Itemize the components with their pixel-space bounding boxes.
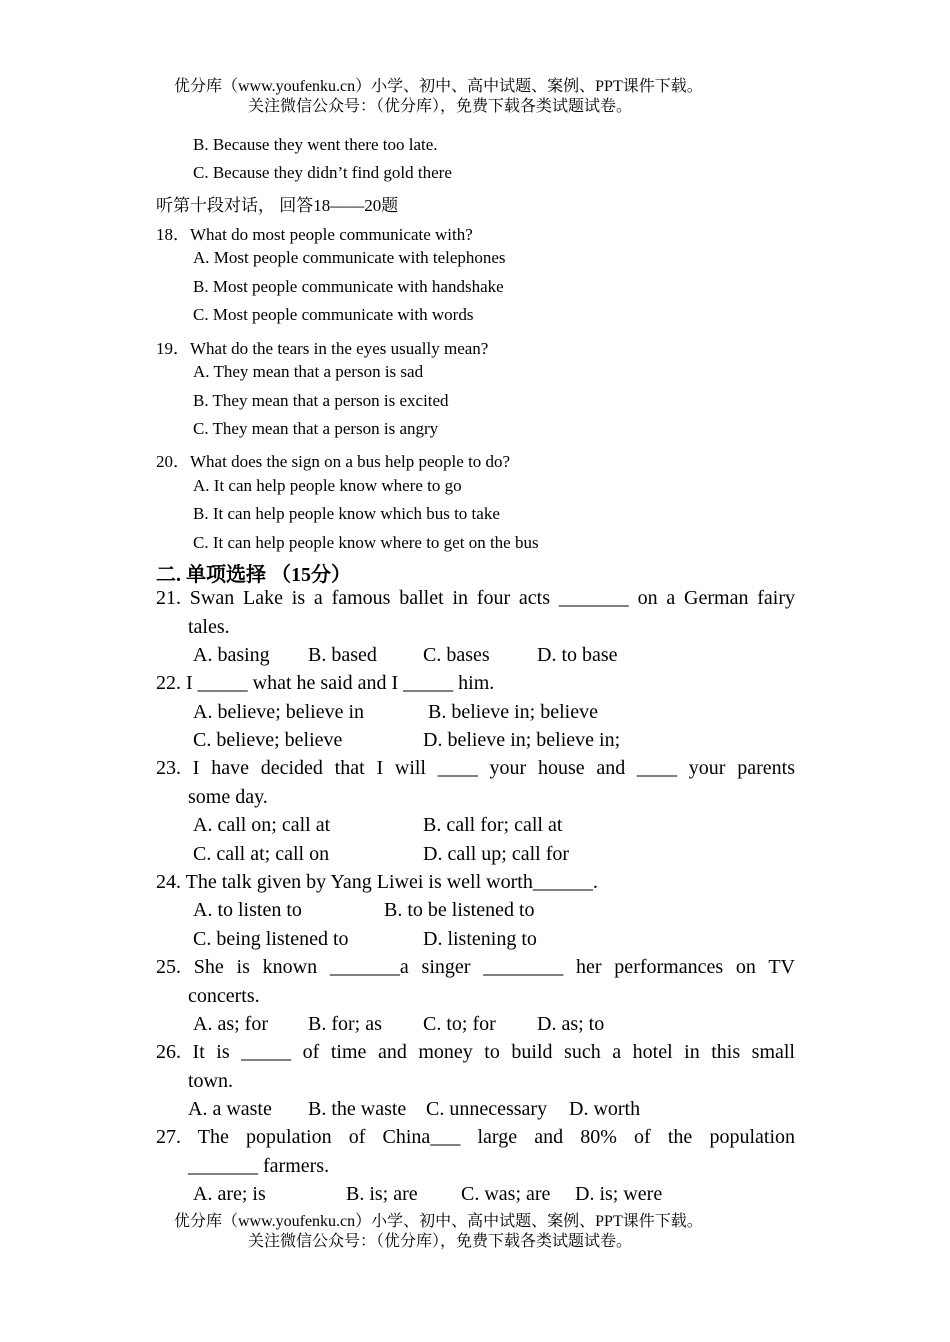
- q26-stem-line2: town.: [188, 1070, 233, 1092]
- q26-option-c: C. unnecessary: [426, 1098, 548, 1120]
- q23-stem-line1: 23. I have decided that I will ____ your house and ____ your parents: [156, 757, 795, 779]
- q23-option-b: B. call for; call at: [423, 814, 563, 836]
- q24-option-c: C. being listened to: [193, 928, 349, 950]
- q19-option-a: A. They mean that a person is sad: [193, 362, 424, 381]
- q18-stem: 18．What do most people communicate with?: [156, 225, 473, 244]
- q27-stem-line2: _______ farmers.: [188, 1155, 330, 1177]
- q20-option-b: B. It can help people know which bus to take: [193, 504, 500, 523]
- q18-option-b: B. Most people communicate with handshake: [193, 277, 504, 296]
- q21-stem-line1: 21. Swan Lake is a famous ballet in four acts _______ on a German fairy: [156, 587, 795, 609]
- q23-option-d: D. call up; call for: [423, 843, 570, 865]
- q22-stem: 22. I _____ what he said and I _____ him.: [156, 672, 495, 694]
- q26-option-a: A. a waste: [188, 1098, 272, 1120]
- q19-option-c: C. They mean that a person is angry: [193, 419, 439, 438]
- q25-option-b: B. for; as: [308, 1013, 382, 1035]
- q20-option-a: A. It can help people know where to go: [193, 476, 462, 495]
- q18-option-a: A. Most people communicate with telephones: [193, 248, 506, 267]
- header-line-2: 关注微信公众号：（优分库），免费下载各类试题试卷。: [248, 98, 633, 115]
- q27-option-b: B. is; are: [346, 1183, 418, 1205]
- q26-option-b: B. the waste: [308, 1098, 407, 1120]
- q24-option-a: A. to listen to: [193, 899, 302, 921]
- q21-option-b: B. based: [308, 644, 377, 666]
- q25-stem-line2: concerts.: [188, 985, 260, 1007]
- q24-option-b: B. to be listened to: [384, 899, 535, 921]
- q27-option-c: C. was; are: [461, 1183, 551, 1205]
- q19-stem: 19．What do the tears in the eyes usually mean?: [156, 339, 489, 358]
- q20-option-c: C. It can help people know where to get on the bus: [193, 533, 539, 552]
- q23-stem-line2: some day.: [188, 786, 268, 808]
- q27-option-a: A. are; is: [193, 1183, 266, 1205]
- q22-option-a: A. believe; believe in: [193, 701, 365, 723]
- q24-option-d: D. listening to: [423, 928, 537, 950]
- q27-stem-line1: 27. The population of China___ large and 80% of the population: [156, 1126, 795, 1148]
- q25-stem-line1: 25. She is known _______a singer ________ her performances on TV: [156, 956, 795, 978]
- q20-stem: 20．What does the sign on a bus help people to do?: [156, 452, 511, 471]
- q22-option-b: B. believe in; believe: [428, 701, 598, 723]
- q25-option-d: D. as; to: [537, 1013, 605, 1035]
- header-line-1: 优分库（www.youfenku.cn）小学、初中、高中试题、案例、PPT课件下载。: [174, 78, 703, 95]
- section-2-title: 二. 单项选择 （15分）: [156, 564, 351, 586]
- q27-option-d: D. is; were: [575, 1183, 663, 1205]
- footer-line-1: 优分库（www.youfenku.cn）小学、初中、高中试题、案例、PPT课件下载。: [174, 1213, 703, 1230]
- q24-stem: 24. The talk given by Yang Liwei is well worth______.: [156, 871, 598, 893]
- q18-option-c: C. Most people communicate with words: [193, 305, 474, 324]
- q21-option-d: D. to base: [537, 644, 618, 666]
- q17-option-c: C. Because they didn’t find gold there: [193, 163, 452, 182]
- q22-option-c: C. believe; believe: [193, 729, 343, 751]
- q25-option-c: C. to; for: [423, 1013, 496, 1035]
- footer-line-2: 关注微信公众号：（优分库），免费下载各类试题试卷。: [248, 1233, 633, 1250]
- q26-stem-line1: 26. It is _____ of time and money to build such a hotel in this small: [156, 1041, 795, 1063]
- q26-option-d: D. worth: [569, 1098, 641, 1120]
- q19-option-b: B. They mean that a person is excited: [193, 391, 449, 410]
- section-10-instruction: 听第十段对话， 回答18——20题: [156, 196, 399, 215]
- q17-option-b: B. Because they went there too late.: [193, 135, 438, 154]
- q21-option-a: A. basing: [193, 644, 270, 666]
- q21-stem-line2: tales.: [188, 616, 230, 638]
- q23-option-a: A. call on; call at: [193, 814, 331, 836]
- q22-option-d: D. believe in; believe in;: [423, 729, 621, 751]
- q25-option-a: A. as; for: [193, 1013, 268, 1035]
- q21-option-c: C. bases: [423, 644, 490, 666]
- q23-option-c: C. call at; call on: [193, 843, 330, 865]
